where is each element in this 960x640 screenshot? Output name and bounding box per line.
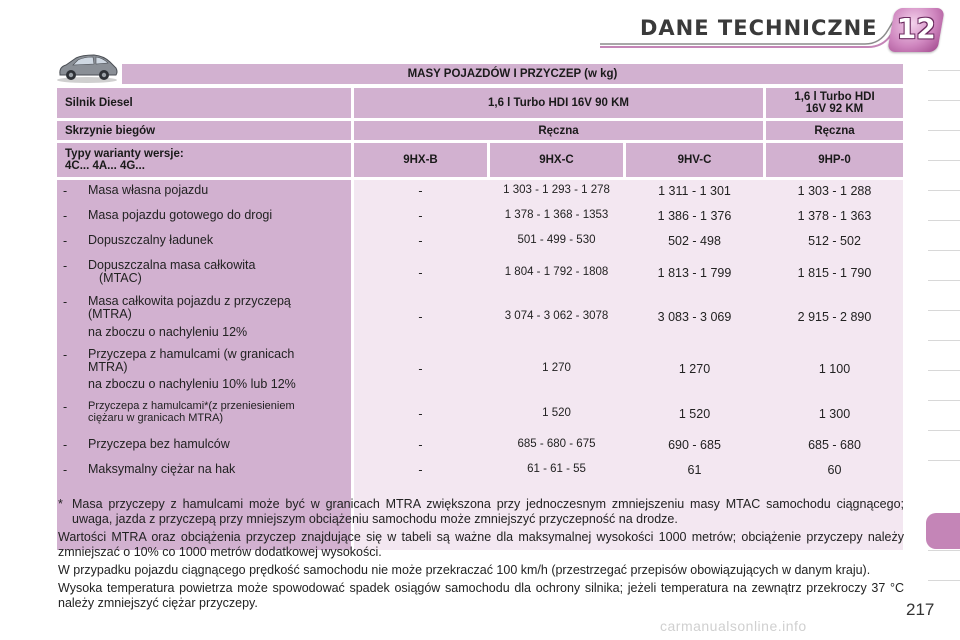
paragraph: Wysoka temperatura powietrza może spowodować spadek osiągów samochodu dla ochrony silnika; jeżeli temperatura na zewnątrz przekroczy 37 °C należy zmniejszyć ciężar przyczepy. <box>58 581 904 610</box>
paragraph: W przypadku pojazdu ciągnącego prędkość samochodu nie może przekraczać 100 km/h (przestrzegać przepisów obowiązujących w danym kraju). <box>58 563 871 577</box>
footnote-star: * <box>58 497 63 511</box>
row-value: 1 378 - 1 363 <box>797 209 872 223</box>
row-label-line2: MTRA) <box>88 360 128 374</box>
row-value: 502 - 498 <box>668 234 721 248</box>
notes-section <box>58 497 904 611</box>
row-label <box>88 259 350 285</box>
row-value: 3 083 - 3 069 <box>657 310 732 324</box>
types-label <box>57 143 351 177</box>
side-tab[interactable] <box>928 460 960 490</box>
row-value: 1 303 - 1 293 - 1 278 <box>503 184 610 196</box>
row-value: 2 915 - 2 890 <box>797 310 872 324</box>
engine-b-line1: 1,6 l Turbo HDI <box>794 91 875 103</box>
row-label <box>88 295 350 321</box>
side-tab[interactable] <box>928 280 960 310</box>
row-label-line2: ciężaru w granicach MTRA) <box>88 412 224 424</box>
type-cell: 9HP-0 <box>766 143 903 177</box>
side-tab[interactable] <box>928 100 960 130</box>
gearbox-b: Ręczna <box>766 121 903 140</box>
row-label: Masa własna pojazdu <box>88 183 209 197</box>
engine-a: 1,6 l Turbo HDI 16V 90 KM <box>354 88 763 118</box>
type-cell: 9HX-C <box>490 143 623 177</box>
row-value: - <box>418 266 423 280</box>
side-tab[interactable] <box>928 130 960 160</box>
gearbox-a: Ręczna <box>354 121 763 140</box>
watermark: carmanualsonline.info <box>660 618 807 634</box>
paragraph: Wartości MTRA oraz obciążenia przyczep znajdujące się w tabeli są ważne dla maksymalnej wysokości 1000 metrów; obciążenie przyczepy należy zmniejszać o 10% co 1000 metrów dodatkowej wysokości. <box>58 530 904 559</box>
dash: - <box>63 348 68 362</box>
engine-label: Silnik Diesel <box>57 88 351 118</box>
row-sublabel: na zboczu o nachyleniu 10% lub 12% <box>88 377 296 391</box>
row-value: - <box>418 438 423 452</box>
side-tab[interactable] <box>928 430 960 460</box>
engine-row <box>57 88 903 118</box>
row-value: - <box>418 234 423 248</box>
dash: - <box>63 184 68 198</box>
chapter-number: 12 <box>896 12 936 45</box>
row-value: 1 520 <box>542 407 571 419</box>
row-value: 1 804 - 1 792 - 1808 <box>504 266 609 278</box>
row-value: 61 <box>687 463 702 477</box>
side-tab[interactable] <box>928 220 960 250</box>
row-value: - <box>418 362 423 376</box>
dash: - <box>63 259 68 273</box>
row-value: 1 386 - 1 376 <box>657 209 732 223</box>
row-label: Dopuszczalny ładunek <box>88 233 214 247</box>
type-cell: 9HX-B <box>354 143 487 177</box>
dash: - <box>63 400 68 414</box>
row-value: - <box>418 310 423 324</box>
car-icon <box>54 52 120 84</box>
side-tab[interactable] <box>928 340 960 370</box>
row-value: 1 303 - 1 288 <box>797 184 872 198</box>
engine-b <box>766 88 903 118</box>
page-number: 217 <box>906 600 935 619</box>
row-value: 1 270 <box>678 362 711 376</box>
row-label-line1: Dopuszczalna masa całkowita <box>88 258 256 272</box>
row-value: 512 - 502 <box>808 234 861 248</box>
side-tab-active[interactable] <box>926 513 960 549</box>
row-label: Maksymalny ciężar na hak <box>88 462 236 476</box>
dash: - <box>63 438 68 452</box>
row-value: 60 <box>827 463 842 477</box>
dash: - <box>63 295 68 309</box>
row-value: 1 100 <box>818 362 851 376</box>
dash: - <box>63 234 68 248</box>
row-label <box>88 400 350 424</box>
row-label-line1: Przyczepa z hamulcami (w granicach <box>88 347 295 361</box>
page-title: DANE TECHNICZNE <box>640 16 878 40</box>
side-tab[interactable] <box>928 550 960 580</box>
row-label-line2: (MTRA) <box>88 307 132 321</box>
row-sublabel: na zboczu o nachyleniu 12% <box>88 325 248 339</box>
row-value: - <box>418 463 423 477</box>
side-tab[interactable] <box>928 310 960 340</box>
gearbox-label: Skrzynie biegów <box>57 121 351 140</box>
side-tab[interactable] <box>928 400 960 430</box>
row-value: - <box>418 407 423 421</box>
side-tab[interactable] <box>928 250 960 280</box>
row-label-line1: Przyczepa z hamulcami*(z przeniesieniem <box>88 400 295 412</box>
row-label-line1: Masa całkowita pojazdu z przyczepą <box>88 294 291 308</box>
footnote <box>58 497 904 527</box>
row-label: Przyczepa bez hamulców <box>88 437 230 451</box>
types-label-line1: Typy warianty wersje: <box>65 148 184 160</box>
row-value: - <box>418 184 423 198</box>
types-row <box>57 143 903 177</box>
row-value: 1 300 <box>818 407 851 421</box>
side-tab[interactable] <box>928 70 960 100</box>
row-value: 1 378 - 1 368 - 1353 <box>504 209 609 221</box>
row-value: 1 813 - 1 799 <box>657 266 732 280</box>
row-value: 1 520 <box>678 407 711 421</box>
table-title: MASY POJAZDÓW I PRZYCZEP (w kg) <box>122 64 903 84</box>
row-value: 685 - 680 <box>808 438 861 452</box>
gearbox-row <box>57 121 903 140</box>
type-cell: 9HV-C <box>626 143 763 177</box>
row-value: 685 - 680 - 675 <box>517 438 596 450</box>
row-value: - <box>418 209 423 223</box>
row-value: 1 270 <box>542 362 571 374</box>
footnote-text: Masa przyczepy z hamulcami może być w granicach MTRA zwiększona przy jednoczesnym zmniejszeniu masy MTAC samochodu ciągnącego; uwaga, jazda z przyczepą przy mniejszym obciążeniu samochodu może zmniejszyć przyczepność na drodze. <box>72 497 904 526</box>
dash: - <box>63 463 68 477</box>
engine-b-line2: 16V 92 KM <box>805 103 864 115</box>
row-value: 1 311 - 1 301 <box>658 184 731 198</box>
row-label-line2: (MTAC) <box>99 271 142 285</box>
side-tab[interactable] <box>928 160 960 190</box>
row-value: 3 074 - 3 062 - 3078 <box>504 310 609 322</box>
row-value: 690 - 685 <box>668 438 721 452</box>
side-tab[interactable] <box>928 190 960 220</box>
chapter-badge <box>887 8 945 52</box>
side-tab[interactable] <box>928 370 960 400</box>
dash: - <box>63 209 68 223</box>
row-value: 1 815 - 1 790 <box>797 266 872 280</box>
row-label <box>88 348 350 374</box>
row-value: 61 - 61 - 55 <box>527 463 586 475</box>
row-value: 501 - 499 - 530 <box>517 234 596 246</box>
types-label-line2: 4C... 4A... 4G... <box>65 160 145 172</box>
row-label: Masa pojazdu gotowego do drogi <box>88 208 273 222</box>
